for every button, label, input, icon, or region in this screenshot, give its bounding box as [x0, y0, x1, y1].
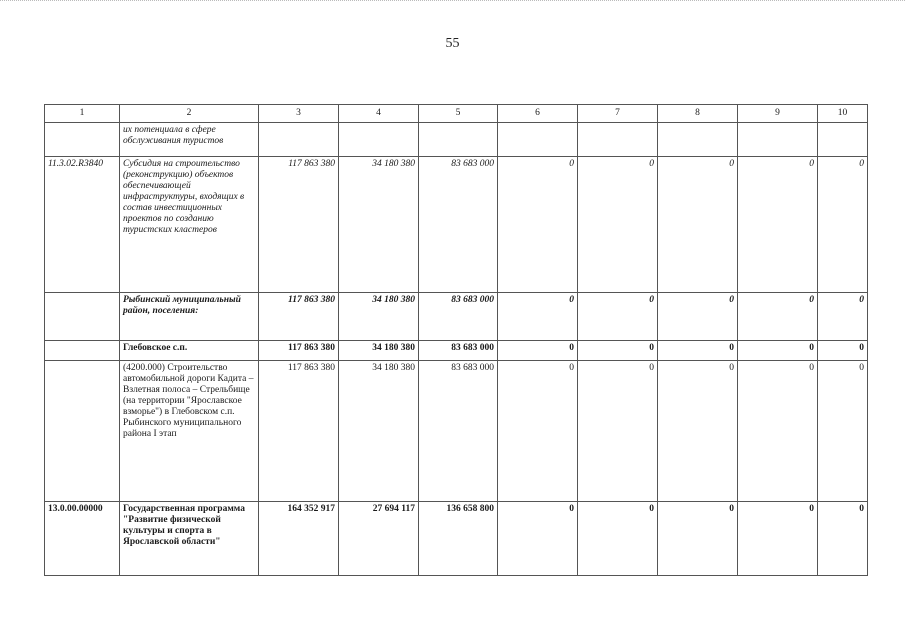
value-cell: 0 — [578, 361, 658, 502]
table-row — [45, 341, 868, 361]
table-row — [45, 293, 868, 341]
value-cell: 0 — [498, 157, 578, 293]
column-header: 2 — [120, 105, 259, 123]
value-cell: 117 863 380 — [259, 361, 339, 502]
value-cell: 0 — [498, 293, 578, 341]
value-cell — [259, 123, 339, 157]
table-row — [45, 123, 868, 157]
table-row — [45, 361, 868, 502]
value-cell — [339, 123, 419, 157]
name-cell: Глебовское с.п. — [120, 341, 259, 361]
value-cell: 34 180 380 — [339, 293, 419, 341]
value-cell: 0 — [658, 341, 738, 361]
column-header: 4 — [339, 105, 419, 123]
code-cell — [45, 361, 120, 502]
code-cell: 13.0.00.00000 — [45, 502, 120, 576]
column-header: 6 — [498, 105, 578, 123]
name-cell: Рыбинский муниципальный район, поселения: — [120, 293, 259, 341]
column-header: 8 — [658, 105, 738, 123]
value-cell: 34 180 380 — [339, 341, 419, 361]
name-cell: (4200.000) Строительство автомобильной дороги Кадита – Взлетная полоса – Стрельбище (на территории "Ярославское взморье") в Глебовском с.п. Рыбинского муниципального района I этап — [120, 361, 259, 502]
value-cell: 0 — [498, 502, 578, 576]
page-number: 55 — [445, 36, 460, 51]
value-cell — [818, 123, 868, 157]
column-header: 9 — [738, 105, 818, 123]
column-header: 7 — [578, 105, 658, 123]
value-cell: 0 — [578, 293, 658, 341]
value-cell: 164 352 917 — [259, 502, 339, 576]
scan-edge — [0, 0, 905, 9]
value-cell — [738, 123, 818, 157]
value-cell: 34 180 380 — [339, 361, 419, 502]
value-cell: 0 — [578, 341, 658, 361]
value-cell: 0 — [498, 361, 578, 502]
name-cell: Государственная программа "Развитие физической культуры и спорта в Ярославской области" — [120, 502, 259, 576]
value-cell — [419, 123, 498, 157]
value-cell: 0 — [818, 361, 868, 502]
value-cell: 0 — [818, 502, 868, 576]
value-cell: 0 — [578, 157, 658, 293]
value-cell: 117 863 380 — [259, 157, 339, 293]
value-cell: 0 — [738, 341, 818, 361]
column-header: 10 — [818, 105, 868, 123]
value-cell: 0 — [658, 293, 738, 341]
column-header: 3 — [259, 105, 339, 123]
value-cell: 117 863 380 — [259, 341, 339, 361]
value-cell: 0 — [818, 157, 868, 293]
code-cell — [45, 293, 120, 341]
value-cell: 83 683 000 — [419, 293, 498, 341]
value-cell: 27 694 117 — [339, 502, 419, 576]
code-cell — [45, 123, 120, 157]
value-cell: 83 683 000 — [419, 361, 498, 502]
value-cell: 117 863 380 — [259, 293, 339, 341]
column-header: 5 — [419, 105, 498, 123]
value-cell: 34 180 380 — [339, 157, 419, 293]
code-cell: 11.3.02.R3840 — [45, 157, 120, 293]
column-header: 1 — [45, 105, 120, 123]
value-cell: 0 — [738, 361, 818, 502]
value-cell — [658, 123, 738, 157]
value-cell: 0 — [658, 361, 738, 502]
value-cell: 136 658 800 — [419, 502, 498, 576]
value-cell: 0 — [578, 502, 658, 576]
value-cell: 0 — [738, 293, 818, 341]
value-cell — [498, 123, 578, 157]
value-cell: 0 — [818, 293, 868, 341]
table-row — [45, 157, 868, 293]
value-cell: 0 — [658, 157, 738, 293]
value-cell: 83 683 000 — [419, 341, 498, 361]
code-cell — [45, 341, 120, 361]
value-cell: 0 — [658, 502, 738, 576]
name-cell: их потенциала в сфере обслуживания туристов — [120, 123, 259, 157]
name-cell: Субсидия на строительство (реконструкцию) объектов обеспечивающей инфраструктуры, входящих в состав инвестиционных проектов по созданию туристских кластеров — [120, 157, 259, 293]
value-cell: 0 — [738, 502, 818, 576]
table-header-row — [45, 105, 868, 123]
value-cell: 0 — [498, 341, 578, 361]
value-cell: 83 683 000 — [419, 157, 498, 293]
value-cell: 0 — [818, 341, 868, 361]
value-cell: 0 — [738, 157, 818, 293]
table-row — [45, 502, 868, 576]
value-cell — [578, 123, 658, 157]
budget-table — [44, 104, 868, 576]
